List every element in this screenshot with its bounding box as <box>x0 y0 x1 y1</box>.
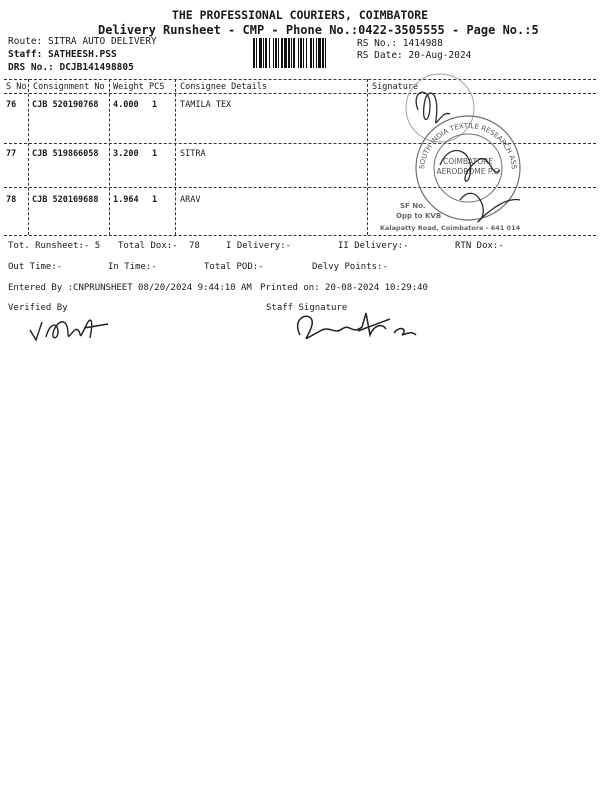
entered-by: Entered By :CNPRUNSHEET 08/20/2024 9:44:10 AM <box>8 283 252 293</box>
rs-date: RS Date: 20-Aug-2024 <box>357 50 472 61</box>
row-consignment: CJB 520169688 <box>32 195 99 205</box>
tot-runsheet: Tot. Runsheet:- 5 <box>8 241 101 251</box>
row-consignment: CJB 519866058 <box>32 149 99 159</box>
col-header-consignment: Consignment No <box>33 82 105 92</box>
stamp-graphic <box>377 74 550 240</box>
row-weight: 1.964 <box>113 195 139 205</box>
organization-stamp <box>377 74 550 240</box>
stamp-sf: SF No. <box>400 202 426 210</box>
col-header-consignee: Consignee Details <box>180 82 267 92</box>
row-consignee: SITRA <box>180 149 206 159</box>
in-time: In Time:- <box>108 262 157 272</box>
ii-delivery: II Delivery:- <box>338 241 409 251</box>
verified-by-label: Verified By <box>8 303 68 313</box>
verified-signature <box>28 312 118 347</box>
row-weight: 4.000 <box>113 100 139 110</box>
company-title: THE PROFESSIONAL COURIERS, COIMBATORE <box>171 8 429 22</box>
row-sno: 78 <box>6 195 17 205</box>
row-consignee: ARAV <box>180 195 201 205</box>
row-pcs: 1 <box>152 100 158 110</box>
signature-scribble <box>416 92 450 123</box>
column-rule <box>28 79 29 235</box>
row-sno: 76 <box>6 100 17 110</box>
barcode <box>253 38 353 68</box>
column-rule <box>367 79 368 235</box>
staff-signature-label: Staff Signature <box>266 303 348 313</box>
barcode-bar <box>326 38 328 68</box>
staff-handwritten-signature <box>290 305 420 350</box>
out-time: Out Time:- <box>8 262 63 272</box>
col-header-pcs: PCS <box>149 82 165 92</box>
rs-number: RS No.: 1414988 <box>357 38 443 49</box>
stamp-address: Kalapatty Road, Coimbatore - 641 014 <box>380 224 521 232</box>
row-pcs: 1 <box>152 195 158 205</box>
route-text: Route: SITRA AUTO DELIVERY <box>8 36 157 47</box>
printed-on: Printed on: 20-08-2024 10:29:40 <box>260 283 428 293</box>
stamp-city: COIMBATORE <box>443 157 493 166</box>
staff-text: Staff: SATHEESH.PSS <box>8 49 117 60</box>
row-sno: 77 <box>6 149 17 159</box>
stamp-arc-text: SOUTH INDIA TEXTILE RESEARCH ASSOCIATION <box>377 74 518 170</box>
col-header-signature: Signature <box>372 82 419 92</box>
col-header-weight: Weight <box>113 82 144 92</box>
column-rule <box>109 79 110 235</box>
stamp-po: AERODROME P.O <box>436 167 500 176</box>
row-weight: 3.200 <box>113 149 139 159</box>
rtn-dox: RTN Dox:- <box>455 241 504 251</box>
total-pod: Total POD:- <box>204 262 264 272</box>
i-delivery: I Delivery:- <box>226 241 292 251</box>
svg-text:SOUTH INDIA TEXTILE RESEARCH A <box>377 74 518 170</box>
row-pcs: 1 <box>152 149 158 159</box>
col-header-sno: S No <box>6 82 27 92</box>
delvy-points: Delvy Points:- <box>312 262 388 272</box>
row-consignee: TAMILA TEX <box>180 100 232 110</box>
runsheet-subtitle: Delivery Runsheet - CMP - Phone No.:0422-3505555 - Page No.:5 <box>98 23 539 37</box>
total-dox-value: 78 <box>189 241 200 251</box>
total-dox-label: Total Dox:- <box>118 241 178 251</box>
column-rule <box>175 79 176 235</box>
stamp-opp: Opp to KVB <box>396 212 442 220</box>
drs-number: DRS No.: DCJB141498805 <box>8 62 134 73</box>
row-consignment: CJB 520190768 <box>32 100 99 110</box>
